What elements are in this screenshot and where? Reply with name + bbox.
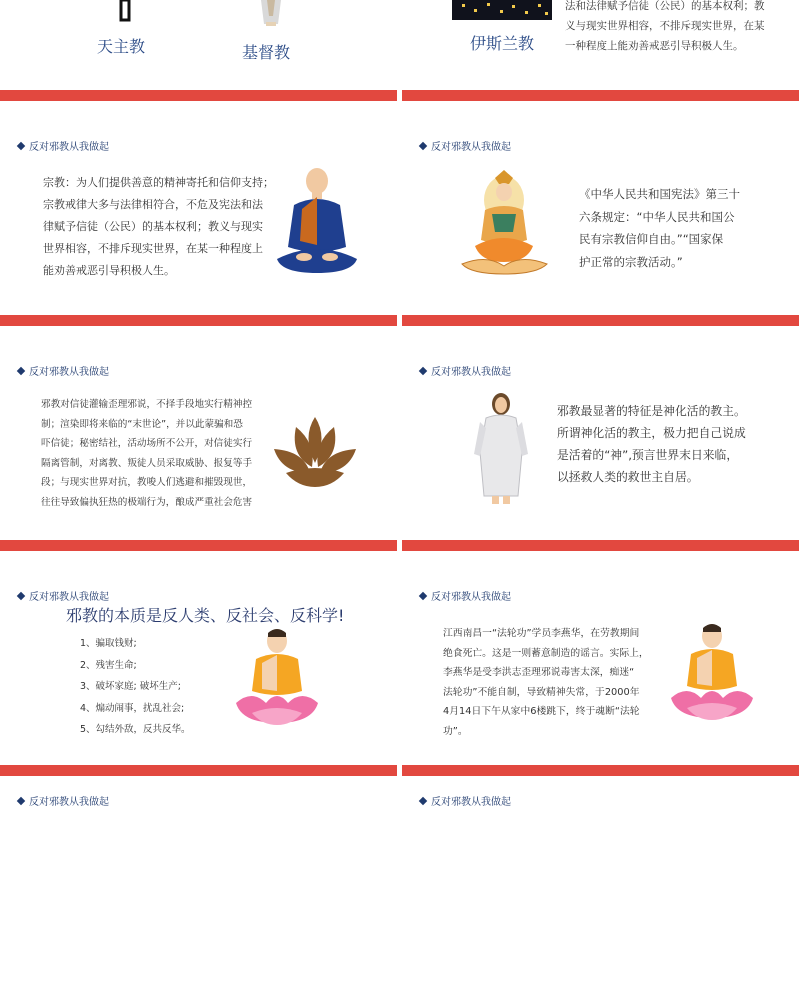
text-line: 以拯救人类的救世主自居。 (557, 470, 699, 484)
accent-bar (402, 765, 799, 776)
diamond-icon (419, 141, 427, 149)
text-line: 宗教：为人们提供善意的精神寄托和信仰支持； (43, 176, 274, 189)
slide-cult-essence[interactable] (0, 562, 397, 776)
list-item: 2、残害生命; (80, 659, 137, 671)
cult-harms-list (80, 633, 191, 741)
list-item: 3、破坏家庭; 破坏生产; (80, 681, 181, 692)
text-line: 李燕华是受李洪志歪理邪说毒害太深，痴迷“ (443, 667, 635, 678)
slide-case-study[interactable] (402, 562, 799, 776)
text-line: 段；与现实世界对抗，教唆人们逃避和摧毁现世， (41, 477, 253, 488)
accent-bar (402, 90, 799, 101)
tag-label: 反对邪教从我做起 (431, 142, 511, 153)
constitution-text (579, 183, 740, 273)
diamond-icon (17, 366, 25, 374)
tag-label: 反对邪教从我做起 (29, 142, 109, 153)
lotus-icon (272, 415, 358, 489)
slide-cult-leader[interactable] (402, 337, 799, 551)
cross-icon (116, 0, 134, 22)
text-line: 往往导致偏执狂热的极端行为，酿成严重社会危害 (41, 496, 253, 508)
section-tag (420, 138, 511, 153)
cult-essence-heading: 邪教的本质是反人类、反社会、反科学! (66, 606, 345, 625)
diamond-icon (419, 591, 427, 599)
text-line: 邪教对信徒灌输歪理邪说，不择手段地实行精神控 (41, 399, 253, 410)
accent-bar (0, 315, 397, 326)
text-line: 绝食死亡。这是一则蓄意制造的谣言。实际上， (443, 647, 649, 659)
slide-religion-definition[interactable] (0, 112, 397, 326)
diamond-icon (17, 591, 25, 599)
text-line: 护正常的宗教活动。” (579, 254, 683, 269)
section-tag (18, 138, 109, 153)
text-line: 一种程度上能劝善戒恶引导积极人生。 (565, 40, 744, 52)
accent-bar (0, 540, 397, 551)
slide-constitution[interactable] (402, 112, 799, 326)
text-line: 宗教戒律大多与法律相符合，不危及宪法和法 (43, 198, 263, 211)
diamond-icon (419, 796, 427, 804)
slide-bottom-right[interactable] (402, 787, 799, 1001)
slide-cult-methods[interactable] (0, 337, 397, 551)
tag-label: 反对邪教从我做起 (29, 797, 109, 808)
diamond-icon (17, 141, 25, 149)
section-tag (18, 793, 109, 808)
text-line: 功”。 (443, 725, 468, 737)
text-line: 世界相容，不排斥现实世界，在某一种程度上 (43, 242, 263, 255)
accent-bar (402, 315, 799, 326)
tag-label: 反对邪教从我做起 (431, 797, 511, 808)
section-tag (420, 793, 511, 808)
section-tag (18, 363, 109, 378)
text-line: 是活着的“神”,预言世界末日来临， (557, 448, 739, 462)
section-tag (420, 588, 511, 603)
diamond-icon (419, 366, 427, 374)
text-line: 隔离管制，对离教、叛徒人员采取威胁、报复等手 (41, 457, 253, 469)
text-line: 4月14日下午从家中6楼跳下，终于魂断“法轮 (443, 706, 640, 717)
accent-bar (0, 765, 397, 776)
text-line: 法轮功”不能自制，导致精神失常，于2000年 (443, 686, 640, 698)
list-item: 5、勾结外敌，反共反华。 (80, 724, 191, 735)
monk-meditating-icon (272, 167, 362, 277)
text-line: 制；渲染即将来临的“末世论”，并以此蒙骗和恐 (41, 418, 243, 430)
slide-bottom-left[interactable] (0, 787, 397, 1001)
accent-bar (0, 90, 397, 101)
text-line: 律赋予信徒（公民）的基本权利；教义与现实 (43, 220, 263, 233)
text-line: 所谓神化活的教主，极力把自己说成 (557, 426, 746, 440)
christian-figure-icon (258, 0, 284, 26)
bodhisattva-lotus-icon (457, 170, 552, 278)
label-islam: 伊斯兰教 (470, 34, 535, 53)
mosque-night-icon (452, 0, 552, 20)
text-line: 六条规定：“中华人民共和国公 (579, 209, 735, 224)
column-separator (397, 0, 402, 800)
buddha-lotus-icon (232, 627, 322, 727)
list-item: 1、骗取钱财; (80, 638, 137, 649)
text-line: 邪教最显著的特征是神化活的教主。 (557, 404, 746, 418)
cult-leader-text (557, 400, 746, 488)
case-study-text (443, 624, 649, 741)
text-line: 义与现实世界相容，不排斥现实世界，在某 (565, 20, 765, 32)
tag-label: 反对邪教从我做起 (431, 367, 511, 378)
diamond-icon (17, 796, 25, 804)
jesus-figure-icon (472, 392, 530, 507)
religion-definition-text (43, 172, 274, 282)
label-catholic: 天主教 (97, 37, 146, 56)
text-line: 法和法律赋予信徒（公民）的基本权利；教 (565, 0, 765, 12)
religion-text-continued (565, 0, 765, 56)
tag-label: 反对邪教从我做起 (29, 592, 109, 603)
tag-label: 反对邪教从我做起 (29, 367, 109, 378)
buddha-lotus-icon (667, 622, 757, 722)
slide-top-right[interactable] (402, 0, 799, 101)
label-christianity: 基督教 (242, 43, 291, 62)
text-line: 吓信徒；秘密结社，活动场所不公开，对信徒实行 (41, 438, 253, 449)
section-tag (420, 363, 511, 378)
text-line: 民有宗教信仰自由。”“国家保 (579, 232, 724, 246)
slide-top-left[interactable] (0, 0, 397, 101)
text-line: 江西南昌一“法轮功”学员李燕华，在劳教期间 (443, 628, 640, 639)
list-item: 4、煽动闹事，扰乱社会; (80, 702, 185, 714)
tag-label: 反对邪教从我做起 (431, 592, 511, 603)
text-line: 能劝善戒恶引导积极人生。 (43, 264, 175, 277)
section-tag (18, 588, 109, 603)
cult-methods-text (41, 395, 252, 512)
accent-bar (402, 540, 799, 551)
text-line: 《中华人民共和国宪法》第三十 (579, 187, 740, 201)
